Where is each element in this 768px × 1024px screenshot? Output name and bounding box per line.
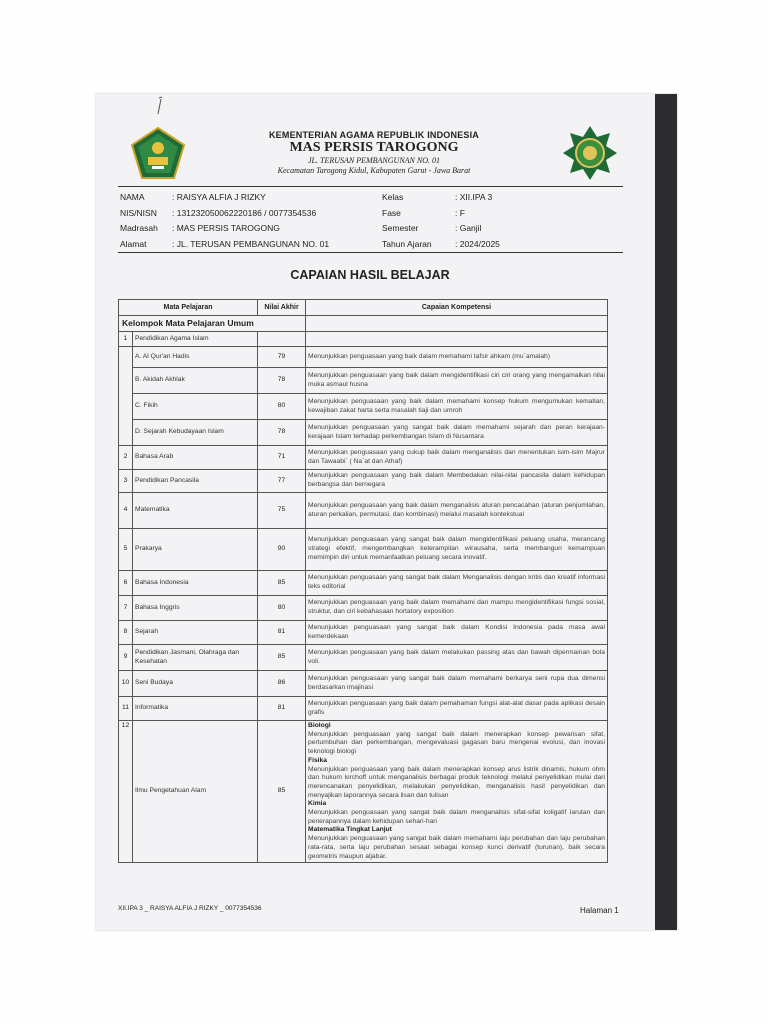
row-no: 1	[119, 332, 133, 347]
row-subject: Matematika	[133, 493, 258, 529]
table-row-ipa	[119, 721, 608, 863]
row-description: Menunjukkan penguasaan yang baik dalam Membedakan nilai-nilai pancasila dalam kehidupan berbangsa dan bernegara	[306, 470, 608, 493]
row-description: Menunjukkan penguasaan yang baik dalam pemahaman fungsi alat-alat dasar pada aplikasi desain grafis	[306, 697, 608, 721]
table-row	[119, 420, 608, 446]
letterhead	[190, 131, 558, 175]
row-subject: Bahasa Indonesia	[133, 571, 258, 596]
row-no: 6	[119, 571, 133, 596]
row-description: Menunjukkan penguasaan yang baik dalam memahami dan mampu mengidentifikasi fungsi sosial, struktur, dan ciri kebahasaan hortatory exposition	[306, 596, 608, 621]
row-description: Menunjukkan penguasaan yang sangat baik dalam memahami sejarah dan peran kerajaan-kerajaan Islam terhadap perkembangan Islam di Nusantara	[306, 420, 608, 446]
col-score-header: Nilai Akhir	[258, 300, 306, 316]
row-score: 71	[258, 446, 306, 470]
school-address: JL. TERUSAN PEMBANGUNAN NO. 01	[308, 156, 440, 166]
nis-label: NIS/NISN	[120, 207, 157, 218]
row-no: 8	[119, 621, 133, 645]
row-score: 85	[258, 645, 306, 671]
fisika-text: Menunjukkan penguasaan yang baik dalam menerapkan konsep arus listrik dinamis, hukum ohm dan hukum kirchoff untuk menganalisis berbagai produk teknologi melalui penyelidikan mulai dari merencanakan penyelidikan, melakukan penyelidikan, menganalisis hasil penyelidikan dan menyajikan laporannya secara lisan dan tulisan	[308, 765, 605, 799]
row-description: Menunjukkan penguasaan yang baik dalam melakukan passing atas dan bawah dipermainan bola voli.	[306, 645, 608, 671]
row-no: 2	[119, 446, 133, 470]
row-subject: B. Akidah Akhlak	[133, 368, 258, 394]
row-subject: Bahasa Inggris	[133, 596, 258, 621]
row-subject: A. Al Qur'an Hadis	[133, 347, 258, 368]
tahun-value: : 2024/2025	[455, 238, 500, 249]
grades-table	[118, 299, 608, 863]
row-subject: Seni Budaya	[133, 671, 258, 697]
ministry-name: KEMENTERIAN AGAMA REPUBLIK INDONESIA	[268, 130, 480, 140]
kemenag-logo-icon	[130, 126, 186, 182]
header-divider-top	[118, 186, 623, 187]
group-empty	[306, 316, 608, 332]
table-row	[119, 446, 608, 470]
row-no: 5	[119, 529, 133, 571]
kimia-text: Menunjukkan penguasaan yang sangat baik dalam menganalisis sifat-sifat koligatif larutan dan penerapannya dalam kehidupan sehari-hari	[308, 809, 605, 825]
row-score: 77	[258, 470, 306, 493]
row-description: Menunjukkan penguasaan yang baik dalam memahami tafsir ahkam (mu`amalah)	[306, 347, 608, 368]
group-row	[119, 316, 608, 332]
matematika-lanjut-heading: Matematika Tingkat Lanjut	[308, 826, 392, 834]
table-row	[119, 332, 608, 347]
nama-value: : RAISYA ALFIA J RIZKY	[172, 192, 266, 202]
nama-label: NAMA	[120, 192, 145, 202]
row-no: 4	[119, 493, 133, 529]
row-subject: Ilmu Pengetahuan Alam	[133, 721, 258, 863]
table-row	[119, 529, 608, 571]
kimia-heading: Kimia	[308, 800, 327, 808]
col-subject-header: Mata Pelajaran	[119, 300, 258, 316]
persis-star-logo-icon	[561, 124, 619, 182]
row-subject: C. Fikih	[133, 394, 258, 420]
fase-value: : F	[455, 207, 465, 218]
col-competency-header: Capaian Kompetensi	[306, 300, 608, 316]
row-description: Menunjukkan penguasaan yang sangat baik dalam Menganalisis dengan kritis dan kreatif informasi teks editorial	[306, 571, 608, 596]
table-row	[119, 470, 608, 493]
matematika-lanjut-text: Menunjukkan penguasaan yang sangat baik dalam memahami laju perubahan dan laju perubahan rata-rata, serta laju perubahan sesaat sebagai konsep kunci derivatif (turunan), baik secara geometris maupun aljabar.	[308, 835, 605, 860]
row-subject: Sejarah	[133, 621, 258, 645]
row-no: 9	[119, 645, 133, 671]
table-row	[119, 697, 608, 721]
row-score: 75	[258, 493, 306, 529]
row-subject: Pendidikan Agama Islam	[133, 332, 258, 347]
madrasah-value: : MAS PERSIS TAROGONG	[172, 223, 280, 233]
table-row	[119, 394, 608, 420]
page-title: CAPAIAN HASIL BELAJAR	[290, 268, 450, 282]
group-title: Kelompok Mata Pelajaran Umum	[119, 316, 306, 332]
table-row	[119, 671, 608, 697]
row-score: 79	[258, 347, 306, 368]
header-divider-bottom	[118, 252, 623, 253]
kelas-label: Kelas	[382, 192, 404, 202]
row-score: 85	[258, 721, 306, 863]
fisika-heading: Fisika	[308, 756, 327, 764]
row-no: 10	[119, 671, 133, 697]
tahun-label: Tahun Ajaran	[382, 238, 432, 249]
row-score: 81	[258, 621, 306, 645]
row-no: 7	[119, 596, 133, 621]
row-score: 80	[258, 596, 306, 621]
table-row	[119, 347, 608, 368]
row-subject: Pendidikan Pancasila	[133, 470, 258, 493]
row-score: 78	[258, 368, 306, 394]
footer-page-number: Halaman 1	[580, 906, 619, 915]
row-score: 81	[258, 697, 306, 721]
table-row	[119, 621, 608, 645]
row-score: 90	[258, 529, 306, 571]
table-row	[119, 645, 608, 671]
row-description: Menunjukkan penguasaan yang baik dalam menganalisis aturan pencacahan (aturan penjumlahan, aturan perkalian, permutasi, dan kombinasi) melalui masalah kontekstual	[306, 493, 608, 529]
row-description: Menunjukkan penguasaan yang baik dalam memahami konsep hukum mengumukan kematian, kewajiban zakat harta serta masalah tiaji dan umroh	[306, 394, 608, 420]
row-description: Menunjukkan penguasaan yang baik dalam mengidentifikasi ciri ciri orang yang mengamalkan nilai muka asmaul husna	[306, 368, 608, 394]
pen-mark-icon	[155, 96, 169, 116]
footer-student-id: XII.IPA 3 _ RAISYA ALFIA J RIZKY _ 0077354536	[118, 905, 262, 912]
row-description: Menunjukkan penguasaan yang sangat baik dalam mengidentifikasi peluang usaha, merancang strategi efektif, mengembangkan keterampilan wirausaha, serta membangun kemampuan memimpin diri untuk memanfaatkan peluang secara inovatif.	[306, 529, 608, 571]
school-region: Kecamatan Tarogong Kidul, Kabupaten Garut - Jawa Barat	[277, 165, 471, 175]
row-score: 85	[258, 571, 306, 596]
row-no: 12	[119, 721, 133, 863]
row-score: 78	[258, 420, 306, 446]
biologi-heading: Biologi	[308, 722, 331, 729]
kelas-value: : XII.IPA 3	[455, 192, 493, 202]
student-identity	[120, 192, 620, 254]
table-row	[119, 571, 608, 596]
row-subject: Bahasa Arab	[133, 446, 258, 470]
row-description: Menunjukkan penguasaan yang sangat baik dalam Kondisi Indonesia pada masa awal kemerdekaan	[306, 621, 608, 645]
row-no: 11	[119, 697, 133, 721]
table-header-row	[119, 300, 608, 316]
alamat-value: : JL. TERUSAN PEMBANGUNAN NO. 01	[172, 238, 330, 249]
alamat-label: Alamat	[120, 238, 147, 249]
semester-value: : Ganjil	[455, 223, 482, 233]
semester-label: Semester	[382, 223, 419, 233]
scan-dark-edge	[655, 94, 677, 930]
row-subject: Prakarya	[133, 529, 258, 571]
row-description: Menunjukkan penguasaan yang cukup baik dalam menganalisis dan menentukan isim-isim Majrur dan Tawaabi` ( Na`at dan Athaf)	[306, 446, 608, 470]
row-subject: Pendidikan Jasmani, Olahraga dan Kesehatan	[133, 645, 258, 671]
nis-value: : 131232050062220186 / 0077354536	[172, 207, 317, 218]
row-description: Menunjukkan penguasaan yang sangat baik dalam memahami berkarya seni rupa dua dimensi berdasarkan imajinasi	[306, 671, 608, 697]
row-score: 86	[258, 671, 306, 697]
table-row	[119, 493, 608, 529]
madrasah-label: Madrasah	[120, 223, 158, 233]
row-no: 3	[119, 470, 133, 493]
ipa-description	[306, 721, 608, 863]
fase-label: Fase	[382, 207, 401, 218]
row-score: 80	[258, 394, 306, 420]
table-row	[119, 596, 608, 621]
biologi-text: Menunjukkan penguasaan yang sangat baik dalam menerapkan konsep pewarisan sifat, pertumbuhan dan perkembangan, mengevaluasi gagasan baru mengenai evolusi, dan inovasi teknologi biologi	[308, 730, 605, 756]
school-name: MAS PERSIS TAROGONG	[289, 140, 459, 156]
row-subject: D. Sejarah Kebudayaan Islam	[133, 420, 258, 446]
table-row	[119, 368, 608, 394]
row-subject: Informatika	[133, 697, 258, 721]
